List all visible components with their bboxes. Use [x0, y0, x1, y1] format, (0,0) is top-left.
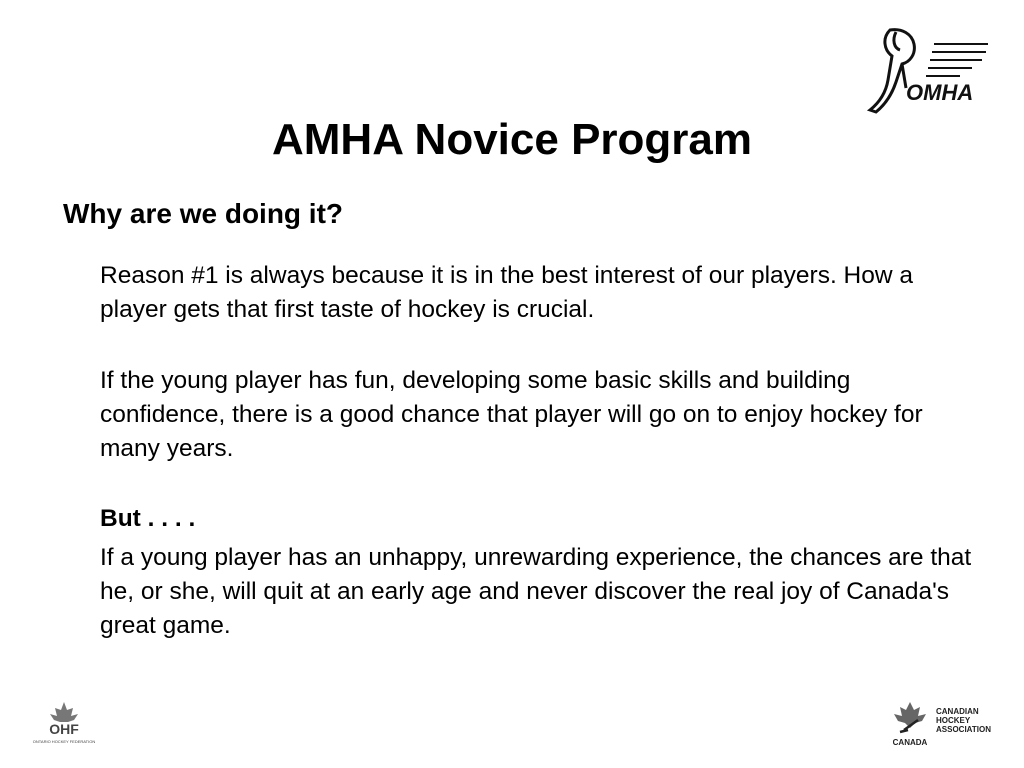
- cha-line-3: ASSOCIATION: [936, 725, 991, 734]
- paragraph-fun-confidence: If the young player has fun, developing some basic skills and building confidence, there is a good chance that player will go on to enjoy hockey for many years.: [100, 367, 923, 462]
- paragraph-but: But . . . .: [100, 505, 196, 532]
- canadian-hockey-association-logo: [888, 700, 1000, 748]
- ohf-subtitle: ONTARIO HOCKEY FEDERATION: [32, 739, 96, 744]
- ohf-wordmark: OHF: [49, 721, 79, 737]
- paragraph-reason-one: Reason #1 is always because it is in the best interest of our players. How a player gets that first taste of hockey is crucial.: [100, 262, 913, 323]
- section-heading: Why are we doing it?: [63, 198, 344, 229]
- cha-country: CANADA: [892, 738, 928, 747]
- paragraph-unhappy-experience: If a young player has an unhappy, unrewarding experience, the chances are that he, or she, will quit at an early age and never discover the real joy of Canada's great game.: [100, 544, 972, 639]
- cha-line-2: HOCKEY: [936, 716, 971, 725]
- ohf-logo: [28, 700, 100, 746]
- cha-line-1: CANADIAN: [936, 707, 979, 716]
- omha-wordmark: OMHA: [906, 80, 974, 105]
- omha-logo: [862, 20, 994, 116]
- slide-title: AMHA Novice Program: [271, 115, 753, 164]
- maple-leaf-hockey-icon: [894, 702, 926, 732]
